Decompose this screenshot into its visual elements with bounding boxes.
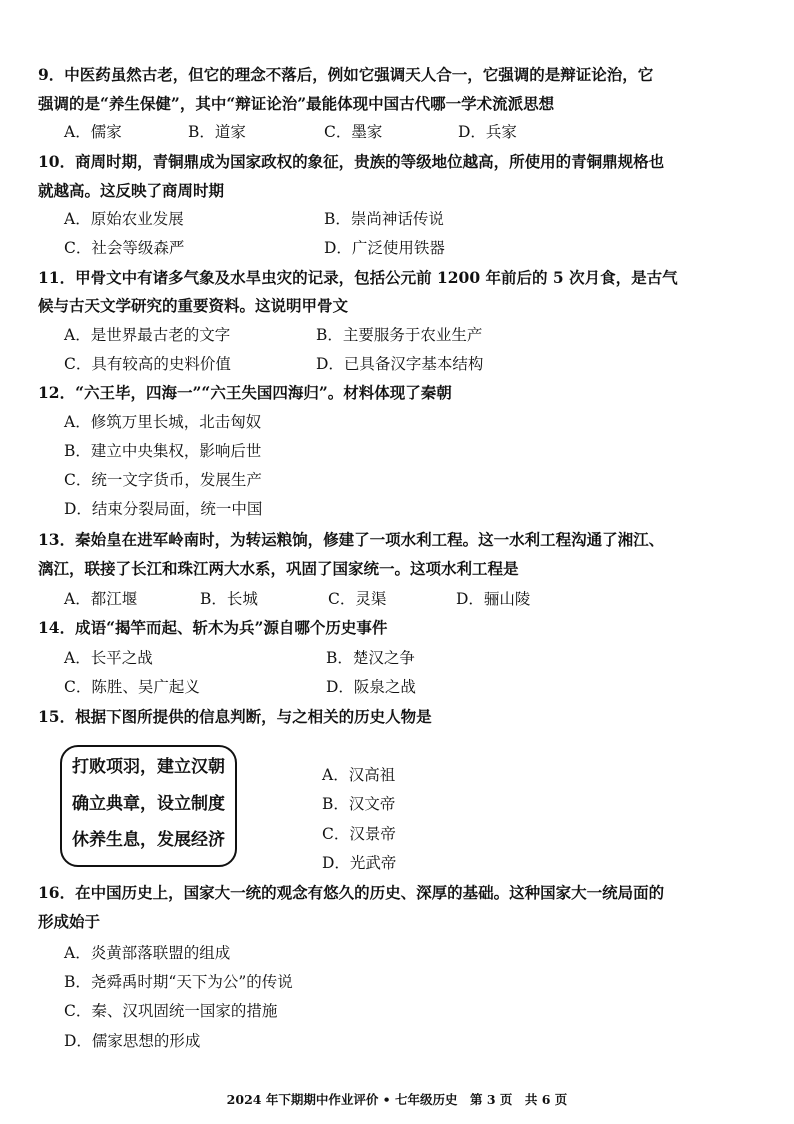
question-12-option-a: A．修筑万里长城，北击匈奴 (64, 413, 262, 431)
question-11-option-b: B．主要服务于农业生产 (316, 326, 483, 344)
question-12-option-d: D．结束分裂局面，统一中国 (64, 500, 263, 518)
question-11-stem-line-2: 候与古天文学研究的重要资料。这说明甲骨文 (38, 296, 349, 315)
question-15-stem-line-1: 15．根据下图所提供的信息判断，与之相关的历史人物是 (38, 707, 432, 726)
question-10-option-d: D．广泛使用铁器 (324, 239, 445, 257)
question-9-option-b: B．道家 (188, 123, 246, 141)
question-15-option-c: C．汉景帝 (322, 825, 396, 843)
question-11-option-c: C．具有较高的史料价值 (64, 355, 231, 373)
question-10-stem-line-1: 10．商周时期，青铜鼎成为国家政权的象征，贵族的等级地位越高，所使用的青铜鼎规格也 (38, 152, 665, 171)
question-14-option-b: B．楚汉之争 (326, 649, 415, 667)
question-9-stem-line-2: 强调的是“养生保健”，其中“辩证论治”最能体现中国古代哪一学术流派思想 (38, 94, 555, 113)
question-16-stem-line-1: 16．在中国历史上，国家大一统的观念有悠久的历史、深厚的基础。这种国家大一统局面的 (38, 883, 665, 902)
info-box (60, 745, 237, 867)
question-14-stem-line-1: 14．成语“揭竿而起、斩木为兵”源自哪个历史事件 (38, 618, 388, 637)
question-13-option-a: A．都江堰 (64, 590, 138, 608)
question-13-option-b: B．长城 (200, 590, 258, 608)
question-9-option-d: D．兵家 (458, 123, 517, 141)
question-11-stem-line-1: 11．甲骨文中有诸多气象及水旱虫灾的记录，包括公元前 1200 年前后的 5 次月食，是古气 (38, 268, 678, 287)
question-13-stem-line-2: 漓江，联接了长江和珠江两大水系，巩固了国家统一。这项水利工程是 (38, 559, 519, 578)
question-10-option-a: A．原始农业发展 (64, 210, 184, 228)
page-footer: 2024 年下期期中作业评价 • 七年级历史 第 3 页 共 6 页 (226, 1092, 568, 1107)
question-10-stem-line-2: 就越高。这反映了商周时期 (38, 181, 225, 200)
question-9-option-a: A．儒家 (64, 123, 122, 141)
question-12-option-c: C．统一文字货币，发展生产 (64, 471, 262, 489)
question-12-option-b: B．建立中央集权，影响后世 (64, 442, 262, 460)
question-13-stem-line-1: 13．秦始皇在进军岭南时，为转运粮饷，修建了一项水利工程。这一水利工程沟通了湘江、 (38, 530, 665, 549)
question-10-option-b: B．崇尚神话传说 (324, 210, 444, 228)
question-12-stem-line-1: 12．“六王毕，四海一”“六王失国四海归”。材料体现了秦朝 (38, 383, 452, 402)
question-9-option-c: C．墨家 (324, 123, 383, 141)
question-15-option-a: A．汉高祖 (322, 766, 396, 784)
question-9-stem-line-1: 9．中医药虽然古老，但它的理念不落后，例如它强调天人合一，它强调的是辩证论治，它 (38, 65, 654, 84)
question-13-option-c: C．灵渠 (328, 590, 387, 608)
question-14-option-d: D．阪泉之战 (326, 678, 416, 696)
info-box-line-1: 打败项羽，建立汉朝 (72, 757, 225, 777)
question-13-option-d: D．骊山陵 (456, 590, 531, 608)
question-16-stem-line-2: 形成始于 (38, 912, 101, 931)
question-11-option-a: A．是世界最古老的文字 (64, 326, 231, 344)
info-box-line-2: 确立典章，设立制度 (72, 794, 225, 814)
question-14-option-a: A．长平之战 (64, 649, 153, 667)
question-14-option-c: C．陈胜、吴广起义 (64, 678, 200, 696)
question-15-option-b: B．汉文帝 (322, 795, 396, 813)
question-15-option-d: D．光武帝 (322, 854, 397, 872)
question-16-option-c: C．秦、汉巩固统一国家的措施 (64, 1002, 278, 1020)
question-10-option-c: C．社会等级森严 (64, 239, 185, 257)
info-box-line-3: 休养生息，发展经济 (72, 830, 225, 850)
question-11-option-d: D．已具备汉字基本结构 (316, 355, 484, 373)
question-16-option-a: A．炎黄部落联盟的组成 (64, 944, 231, 962)
question-16-option-b: B．尧舜禹时期“天下为公”的传说 (64, 973, 293, 991)
question-16-option-d: D．儒家思想的形成 (64, 1032, 201, 1050)
